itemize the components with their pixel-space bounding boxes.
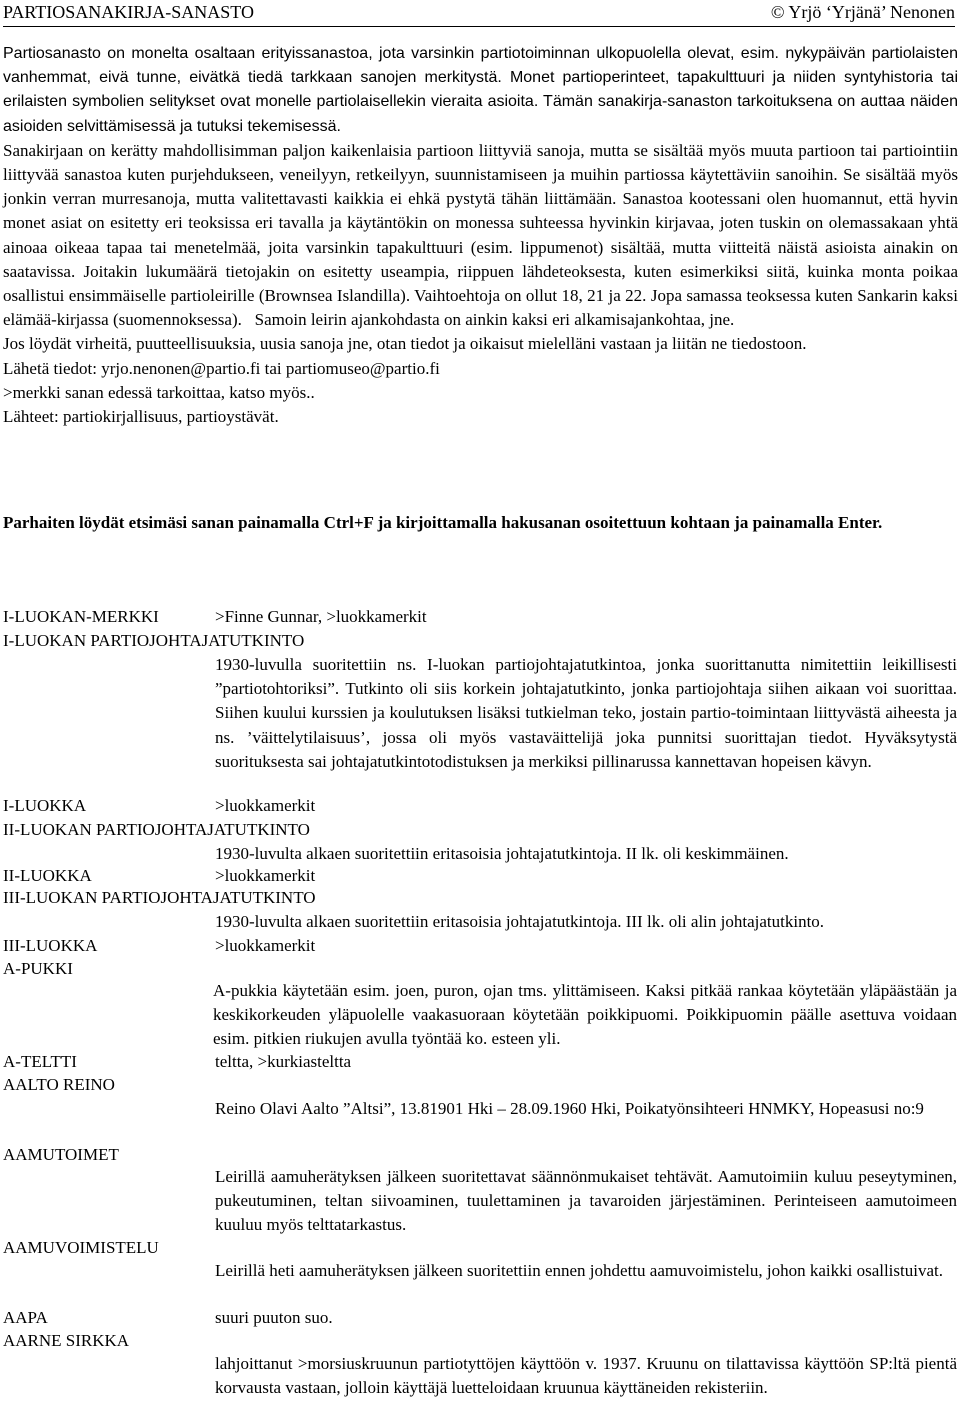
term-iii-luokka: III-LUOKKA [3, 936, 98, 955]
contact-prefix: Lähetä tiedot: [3, 358, 102, 378]
ref-i-luokan-merkki: >Finne Gunnar, >luokkamerkit [215, 607, 427, 626]
term-a-pukki: A-PUKKI [3, 959, 73, 978]
contact-line [3, 357, 958, 381]
search-tip: Parhaiten löydät etsimäsi sanan painamalla Ctrl+F ja kirjoittamalla hakusanan osoitettuun kohtaan ja painamalla Enter. [3, 513, 883, 532]
term-aamuvoimistelu: AAMUVOIMISTELU [3, 1238, 159, 1257]
ref-a-teltti: teltta, >kurkiasteltta [215, 1052, 352, 1071]
email-link-2[interactable]: partiomuseo@partio.fi [285, 358, 440, 378]
term-ii-luokka: II-LUOKKA [3, 866, 92, 885]
intro-paragraph-2 [3, 139, 958, 333]
email-link-1[interactable]: yrjo.nenonen@partio.fi [101, 358, 261, 378]
ref-ii-luokka: >luokkamerkit [215, 866, 316, 885]
term-aalto-reino: AALTO REINO [3, 1075, 115, 1094]
intro-p4: Sanastoa kootessani olen huomannut, että hyvin monet asiat on esitetty eri teoksissa eri tavalla ja käytäntökin on monessa suhteessa hyvinkin kirjavaa, joten tuskin on olemassakaan yhtä ainoaa oikeaa tapaa tai menetelmää, joita varsinkin tapakulttuuri (esim. lippumenot) sisältää, mutta viitteitä näistä asioista ainakin on saatavissa. [3, 189, 959, 281]
term-a-teltti: A-TELTTI [3, 1052, 77, 1071]
intro-p2: Sanakirjaan on kerätty mahdollisimman paljon kaikenlaisia partioon liittyviä sanoja, mutta se sisältää myös muuta partioon tai partiointiin liittyvää sanastoa kuten purjehdukseen, veneilyyn, retkeilyyn, suunnistamiseen ja muihin partiossa käytettäviin sanoihin. [3, 140, 958, 185]
reference-note: >merkki sanan edessä tarkoittaa, katso myös.. [3, 382, 315, 402]
ref-aapa: suuri puuton suo. [215, 1308, 333, 1327]
author-credit [771, 0, 955, 24]
term-i-luokka: I-LUOKKA [3, 796, 87, 815]
contact-mid: tai [260, 358, 286, 378]
def-a-pukki: A-pukkia käytetään esim. joen, puron, ojan tms. ylittämiseen. Kaksi pitkää rankaa köytetään yläpäästään ja keskikorkeuden yläpuolelle vaakasuoraan köytetään poikkipuomi. Poikkipuomin päälle asettuva voidaan esim. pitkien riukujen avulla työntää ko. esteen yli. [213, 981, 957, 1049]
term-iii-luokan-tutkinto: III-LUOKAN PARTIOJOHTAJATUTKINTO [3, 888, 316, 907]
term-i-luokan-tutkinto: I-LUOKAN PARTIOJOHTAJATUTKINTO [3, 631, 305, 650]
intro-p6: Samoin leirin ajankohdasta on ainkin kaksi eri alkamisajankohtaa, jne. [254, 310, 735, 330]
term-aamutoimet: AAMUTOIMET [3, 1145, 119, 1164]
document-title: PARTIOSANAKIRJA-SANASTO [3, 2, 254, 22]
term-ii-luokan-tutkinto: II-LUOKAN PARTIOJOHTAJATUTKINTO [3, 820, 310, 839]
def-aamuvoimistelu: Leirillä heti aamuherätyksen jälkeen suoritettiin ennen johdettu aamuvoimistelu, johon kaikki osallistuivat. [215, 1261, 943, 1280]
def-ii-luokan-tutkinto: 1930-luvulta alkaen suoritettiin eritasoisia johtajatutkintoja. II lk. oli keskimmäinen. [215, 844, 789, 863]
ref-i-luokka: >luokkamerkit [215, 796, 316, 815]
intro-p3: Se sisältää myös jonkin verran murresanoja, mutta valitettavasti kaikkia ei ehkä pystytä tähän liittämään. [3, 165, 959, 209]
term-aapa: AAPA [3, 1308, 48, 1327]
term-i-luokan-merkki: I-LUOKAN-MERKKI [3, 607, 159, 626]
sources-line: Lähteet: partiokirjallisuus, partioystävät. [3, 407, 279, 427]
def-aarne-sirkka: lahjoittanut >morsiuskruunun partiotyttöjen käyttöön v. 1937. Kruunu on tilattavissa käyttöön SP:ltä pientä korvausta vastaan, jolloin käyttäjä luetteloidaan kruunua käyttäneiden rekisteriin. [215, 1354, 957, 1398]
ref-iii-luokka: >luokkamerkit [215, 936, 316, 955]
def-aamutoimet: Leirillä aamuherätyksen jälkeen suoritettavat säännönmukaiset tehtävät. Aamutoimiin kuluu peseytyminen, pukeutuminen, teltan siivoaminen, tuulettaminen ja tavaroiden järjestäminen. Perinteiseen aamutoimeen kuuluu myös telttatarkastus. [215, 1167, 957, 1235]
copyright-icon: © [770, 2, 785, 22]
intro-paragraph-1: Partiosanasto on monelta osaltaan erityissanastoa, jota varsinkin partiotoiminnan ulkopuolella olevat, esim. nykypäivän partiolaisten vanhemmat, eivä tunne, eivätkä tiedä tarkkaan sanojen merkitystä. Monet partioperinteet, tapakulttuuri ja niiden syntyhistoria tai erilaisten symbolien selitykset ovat monelle partiolaisellekin vieraita asioita. Tämän sanakirja-sanaston tarkoituksena on auttaa näiden asioiden selvittämisessä ja tutuksi tekemisessä. [3, 45, 958, 135]
term-aarne-sirkka: AARNE SIRKKA [3, 1331, 130, 1350]
intro-section [3, 42, 958, 429]
def-i-luokan-tutkinto: 1930-luvulla suoritettiin ns. I-luokan partiojohtajatutkintoa, jonka suorittanutta nimitettiin leikillisesti ”partiotohtoriksi”. Tutkinto oli siis korkein johtajatutkinto, jonka partiojohtaja siihen aikaan voi suorittaa. Siihen kuului kurssien ja koulutuksen lisäksi tutkielman teko, jostain partio-toimintaan liittyvästä aiheesta ja ns. ’väittelytilaisuus’, jossa oli myös vastaväittelijä joka punnitsi suorittajan tiedot. Hyväksytystä suorituksesta sai johtajatutkintotodistuksen ja merkiksi pillinarussa kannettavan hopeisen kävyn. [215, 655, 957, 771]
page-header [3, 0, 955, 27]
author-name: Yrjö ‘Yrjänä’ Nenonen [788, 2, 955, 22]
def-aalto-reino: Reino Olavi Aalto ”Altsi”, 13.81901 Hki – 28.09.1960 Hki, Poikatyönsihteeri HNMKY, Hopeasusi no:9 [215, 1099, 924, 1118]
def-iii-luokan-tutkinto: 1930-luvulta alkaen suoritettiin eritasoisia johtajatutkintoja. III lk. oli alin johtajatutkinto. [215, 912, 825, 931]
intro-paragraph-7: Jos löydät virheitä, puutteellisuuksia, uusia sanoja jne, otan tiedot ja oikaisut mielelläni vastaan ja liitän ne tiedostoon. [3, 334, 807, 354]
intro-p5: Joitakin lukumäärä tietojakin on esitetty useampia, riippuen lähdeteoksesta, kuten esimerkiksi siitä, kuinka monta poikaa osallistui ensimmäiselle partioleirille (Brownsea Islandilla). Vaihtoehtoja on ollut 18, 21 ja 22. Jopa samassa teoksessa kuten Sankarin kaksi elämää-kirjassa (suomennoksessa). [3, 261, 958, 330]
